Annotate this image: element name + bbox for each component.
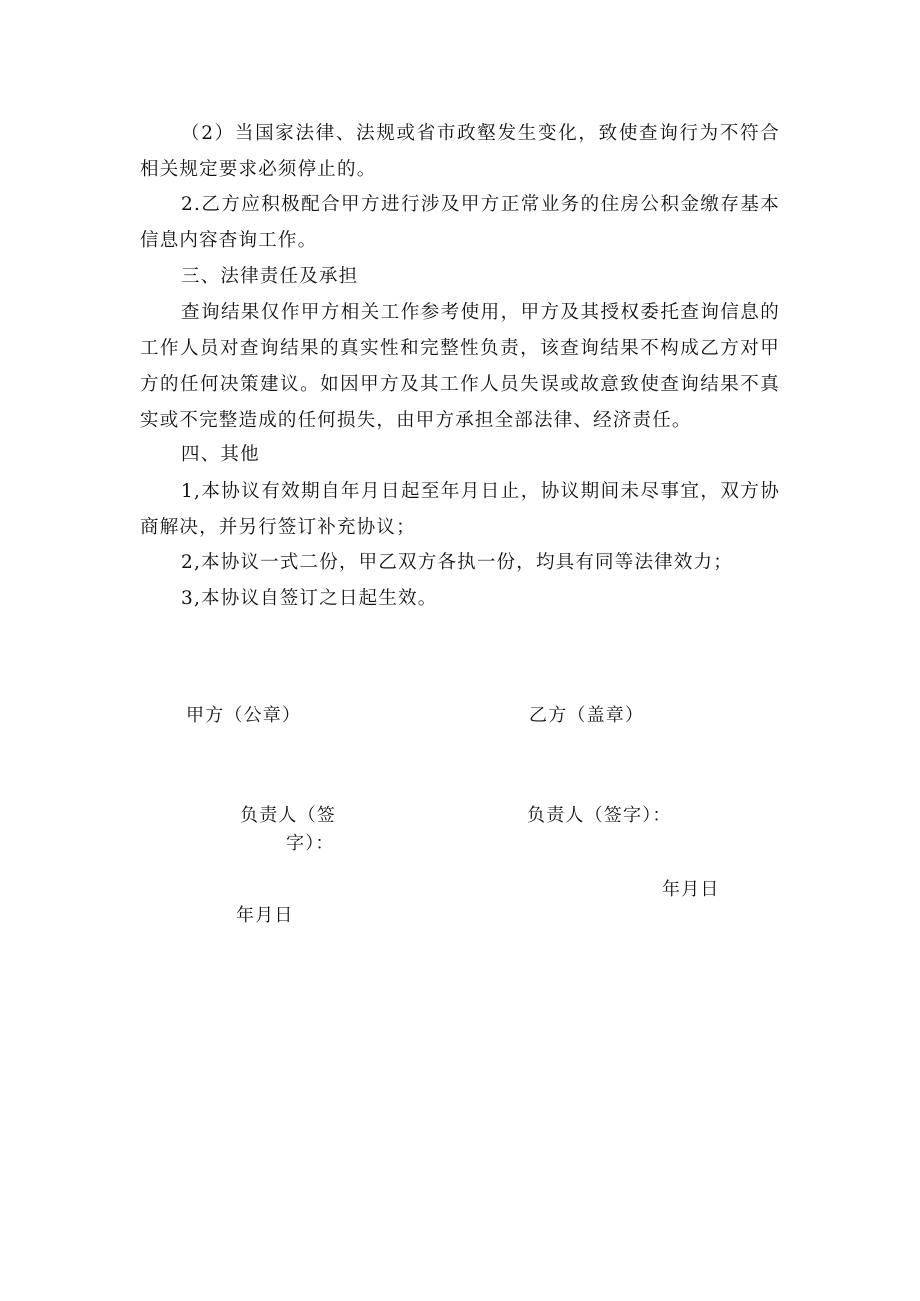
- clause-2-paragraph: 2.乙方应积极配合甲方进行涉及甲方正常业务的住房公积金缴存基本信息内容杳询工作。: [140, 194, 780, 251]
- section-3-paragraph: 查询结果仅作甲方相关工作参考使用，甲方及其授权委托查询信息的工作人员对查询结果的真实性和完整性负责，该查询结果不构成乙方对甲方的任何决策建议。如因甲方及其工作人员失误或故意致使查询结果不真实或不完整造成的任何损失，由甲方承担全部法律、经济责任。: [140, 302, 780, 431]
- clause-1-2-paragraph: （2）当国家法律、法规或省市政壑发生变化，致使查询行为不符合相关规定要求必须停止的。: [140, 123, 780, 180]
- party-a-date: 年月日: [236, 905, 294, 926]
- party-b-representative-label: 负责人（签字）：: [527, 805, 672, 826]
- party-b-seal-label: 乙方（盖章）: [529, 705, 645, 726]
- section-3-heading: 三、法律责任及承担: [181, 266, 359, 287]
- party-a-representative-label-line1: 负责人（签: [240, 805, 336, 826]
- other-item-1-paragraph: 1,本协议有效期自年月日起至年月日止，协议期间未尽事宜，双方协商解决，并另行签订补充协议；: [140, 481, 780, 538]
- party-a-seal-label: 甲方（公章）: [186, 705, 302, 726]
- party-a-representative-label-line2: 字）：: [286, 833, 335, 854]
- party-b-date: 年月日: [662, 879, 720, 900]
- section-4-heading: 四、其他: [181, 444, 260, 465]
- other-item-2-paragraph: 2,本协议一式二份，甲乙双方各执一份，均具有同等法律效力；: [181, 552, 733, 573]
- other-item-3-paragraph: 3,本协议自签订之日起生效。: [181, 588, 438, 609]
